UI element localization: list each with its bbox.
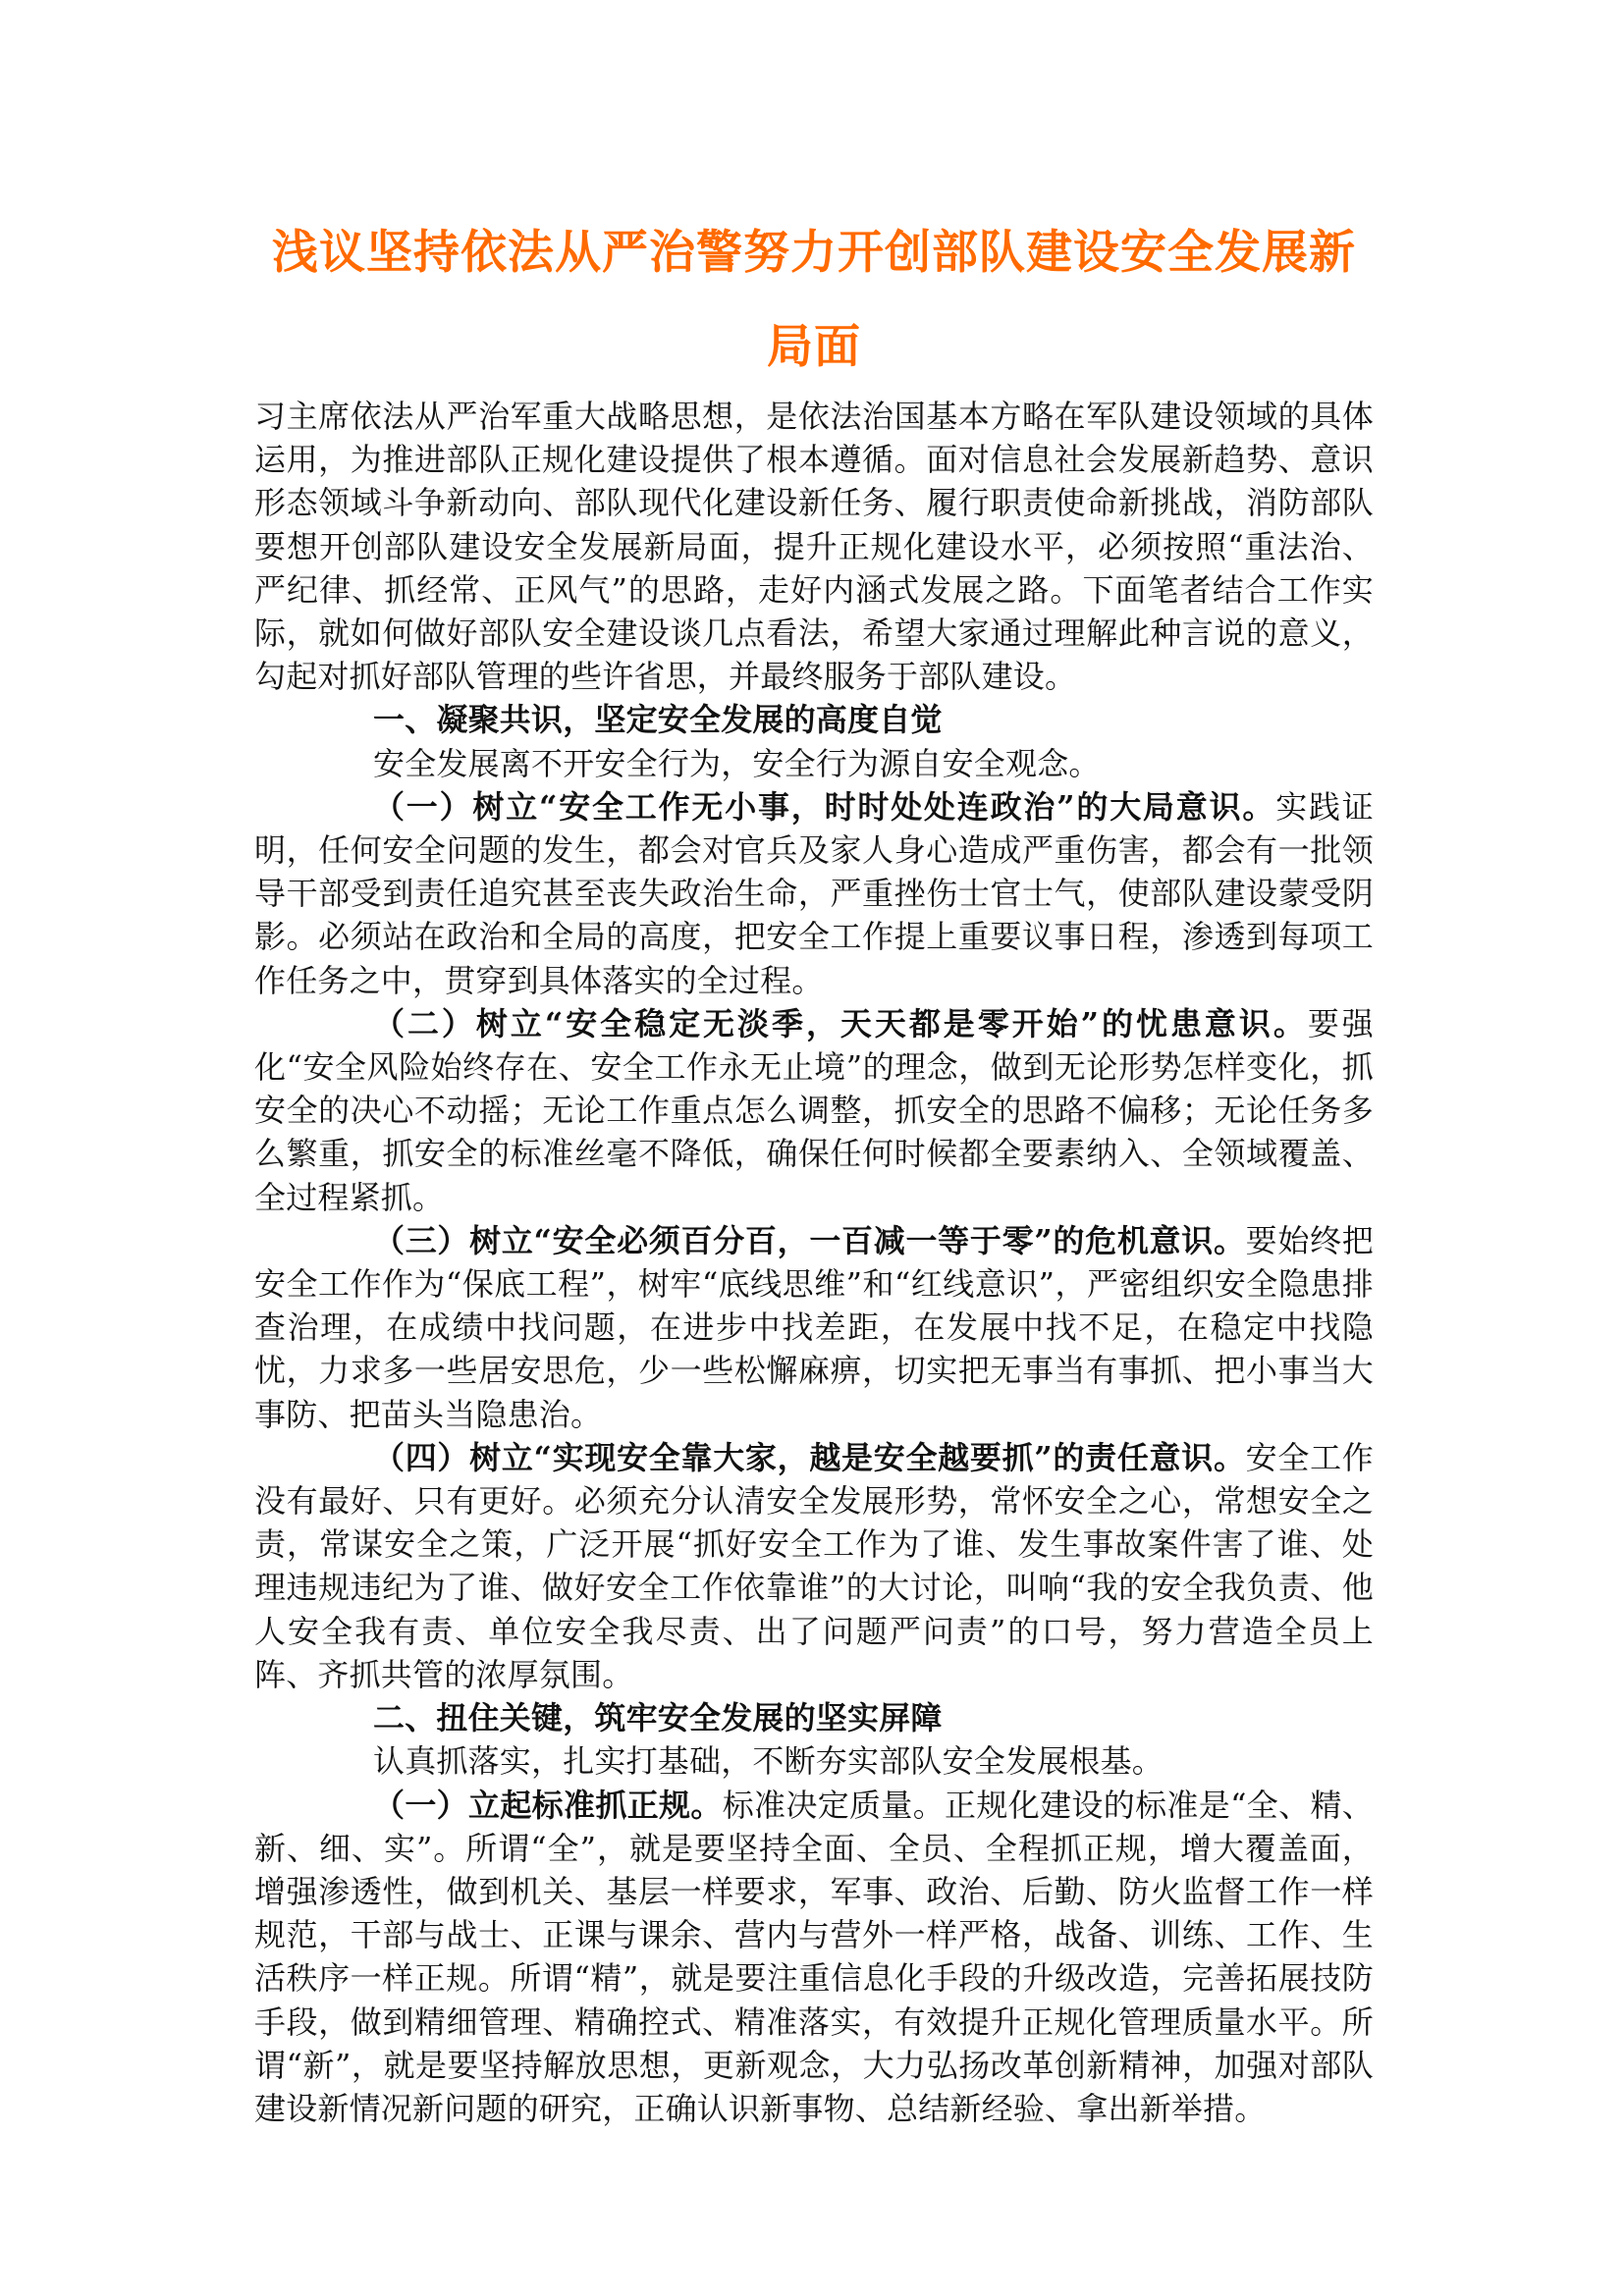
section-2-item-1 — [254, 1784, 1374, 2131]
section-1-item-3 — [254, 1219, 1374, 1436]
document-title: 浅议坚持依法从严治警努力开创部队建设安全发展新局面 — [272, 226, 1356, 374]
intro-paragraph: 习主席依法从严治军重大战略思想，是依法治国基本方略在军队建设领域的具体运用，为推进部队正规化建设提供了根本遵循。面对信息社会发展新趋势、意识形态领域斗争新动向、部队现代化建设新任务、履行职责使命新挑战，消防部队要想开创部队建设安全发展新局面，提升正规化建设水平，必须按照“重法治、严纪律、抓经常、正风气”的思路，走好内涵式发展之路。下面笔者结合工作实际，就如何做好部队安全建设谈几点看法，希望大家通过理解此种言说的意义，勾起对抓好部队管理的些许省思，并最终服务于部队建设。 — [254, 398, 1374, 696]
document-page — [254, 206, 1374, 2130]
item-body: 要强化“安全风险始终存在、安全工作永无止境”的理念，做到无论形势怎样变化，抓安全的决心不动摇；无论工作重点怎么调整，抓安全的思路不偏移；无论任务多么繁重，抓安全的标准丝毫不降低，确保任何时候都全要素纳入、全领域覆盖、全过程紧抓。 — [254, 1004, 1374, 1216]
item-lead: （三）树立“安全必须百分百，一百减一等于零”的危机意识。 — [373, 1221, 1246, 1259]
item-body: 安全工作没有最好、只有更好。必须充分认清安全发展形势，常怀安全之心，常想安全之责，常谋安全之策，广泛开展“抓好安全工作为了谁、发生事故案件害了谁、处理违规违纪为了谁、做好安全工作依靠谁”的大讨论，叫响“我的安全我负责、他人安全我有责、单位安全我尽责、出了问题严问责”的口号，努力营造全员上阵、齐抓共管的浓厚氛围。 — [254, 1438, 1374, 1693]
section-2-intro: 认真抓落实，扎实打基础，不断夯实部队安全发展根基。 — [373, 1742, 1164, 1781]
item-lead: （二）树立“安全稳定无淡季，天天都是零开始”的忧患意识。 — [373, 1004, 1308, 1042]
item-body: 要始终把安全工作作为“保底工程”，树牢“底线思维”和“红线意识”，严密组织安全隐患排查治理，在成绩中找问题，在进步中找差距，在发展中找不足，在稳定中找隐忧，力求多一些居安思危，少一些松懈麻痹，切实把无事当有事抓、把小事当大事防、把苗头当隐患治。 — [254, 1221, 1374, 1433]
item-lead: （一）立起标准抓正规。 — [373, 1786, 723, 1824]
section-1-intro: 安全发展离不开安全行为，安全行为源自安全观念。 — [373, 744, 1101, 782]
document-body — [254, 395, 1374, 2130]
item-body: 标准决定质量。正规化建设的标准是“全、精、新、细、实”。所谓“全”，就是要坚持全面、全员、全程抓正规，增大覆盖面，增强渗透性，做到机关、基层一样要求，军事、政治、后勤、防火监督工作一样规范，干部与战士、正课与课余、营内与营外一样严格，战备、训练、工作、生活秩序一样正规。所谓“精”，就是要注重信息化手段的升级改造，完善拓展技防手段，做到精细管理、精确控式、精准落实，有效提升正规化管理质量水平。所谓“新”，就是要坚持解放思想，更新观念，大力弘扬改革创新精神，加强对部队建设新情况新问题的研究，正确认识新事物、总结新经验、拿出新举措。 — [254, 1786, 1374, 2127]
section-1-item-1 — [254, 785, 1374, 1002]
section-heading-1: 一、凝聚共识，坚定安全发展的高度自觉 — [373, 701, 943, 739]
section-1-item-2 — [254, 1002, 1374, 1219]
item-body: 实践证明，任何安全问题的发生，都会对官兵及家人身心造成严重伤害，都会有一批领导干部受到责任追究甚至丧失政治生命，严重挫伤士官士气，使部队建设蒙受阴影。必须站在政治和全局的高度，把安全工作提上重要议事日程，渗透到每项工作任务之中，贯穿到具体落实的全过程。 — [254, 787, 1374, 999]
section-1-item-4 — [254, 1436, 1374, 1696]
item-lead: （四）树立“实现安全靠大家，越是安全越要抓”的责任意识。 — [373, 1438, 1246, 1476]
item-lead: （一）树立“安全工作无小事，时时处处连政治”的大局意识。 — [373, 787, 1276, 826]
section-heading-2: 二、扭住关键，筑牢安全发展的坚实屏障 — [373, 1699, 943, 1737]
